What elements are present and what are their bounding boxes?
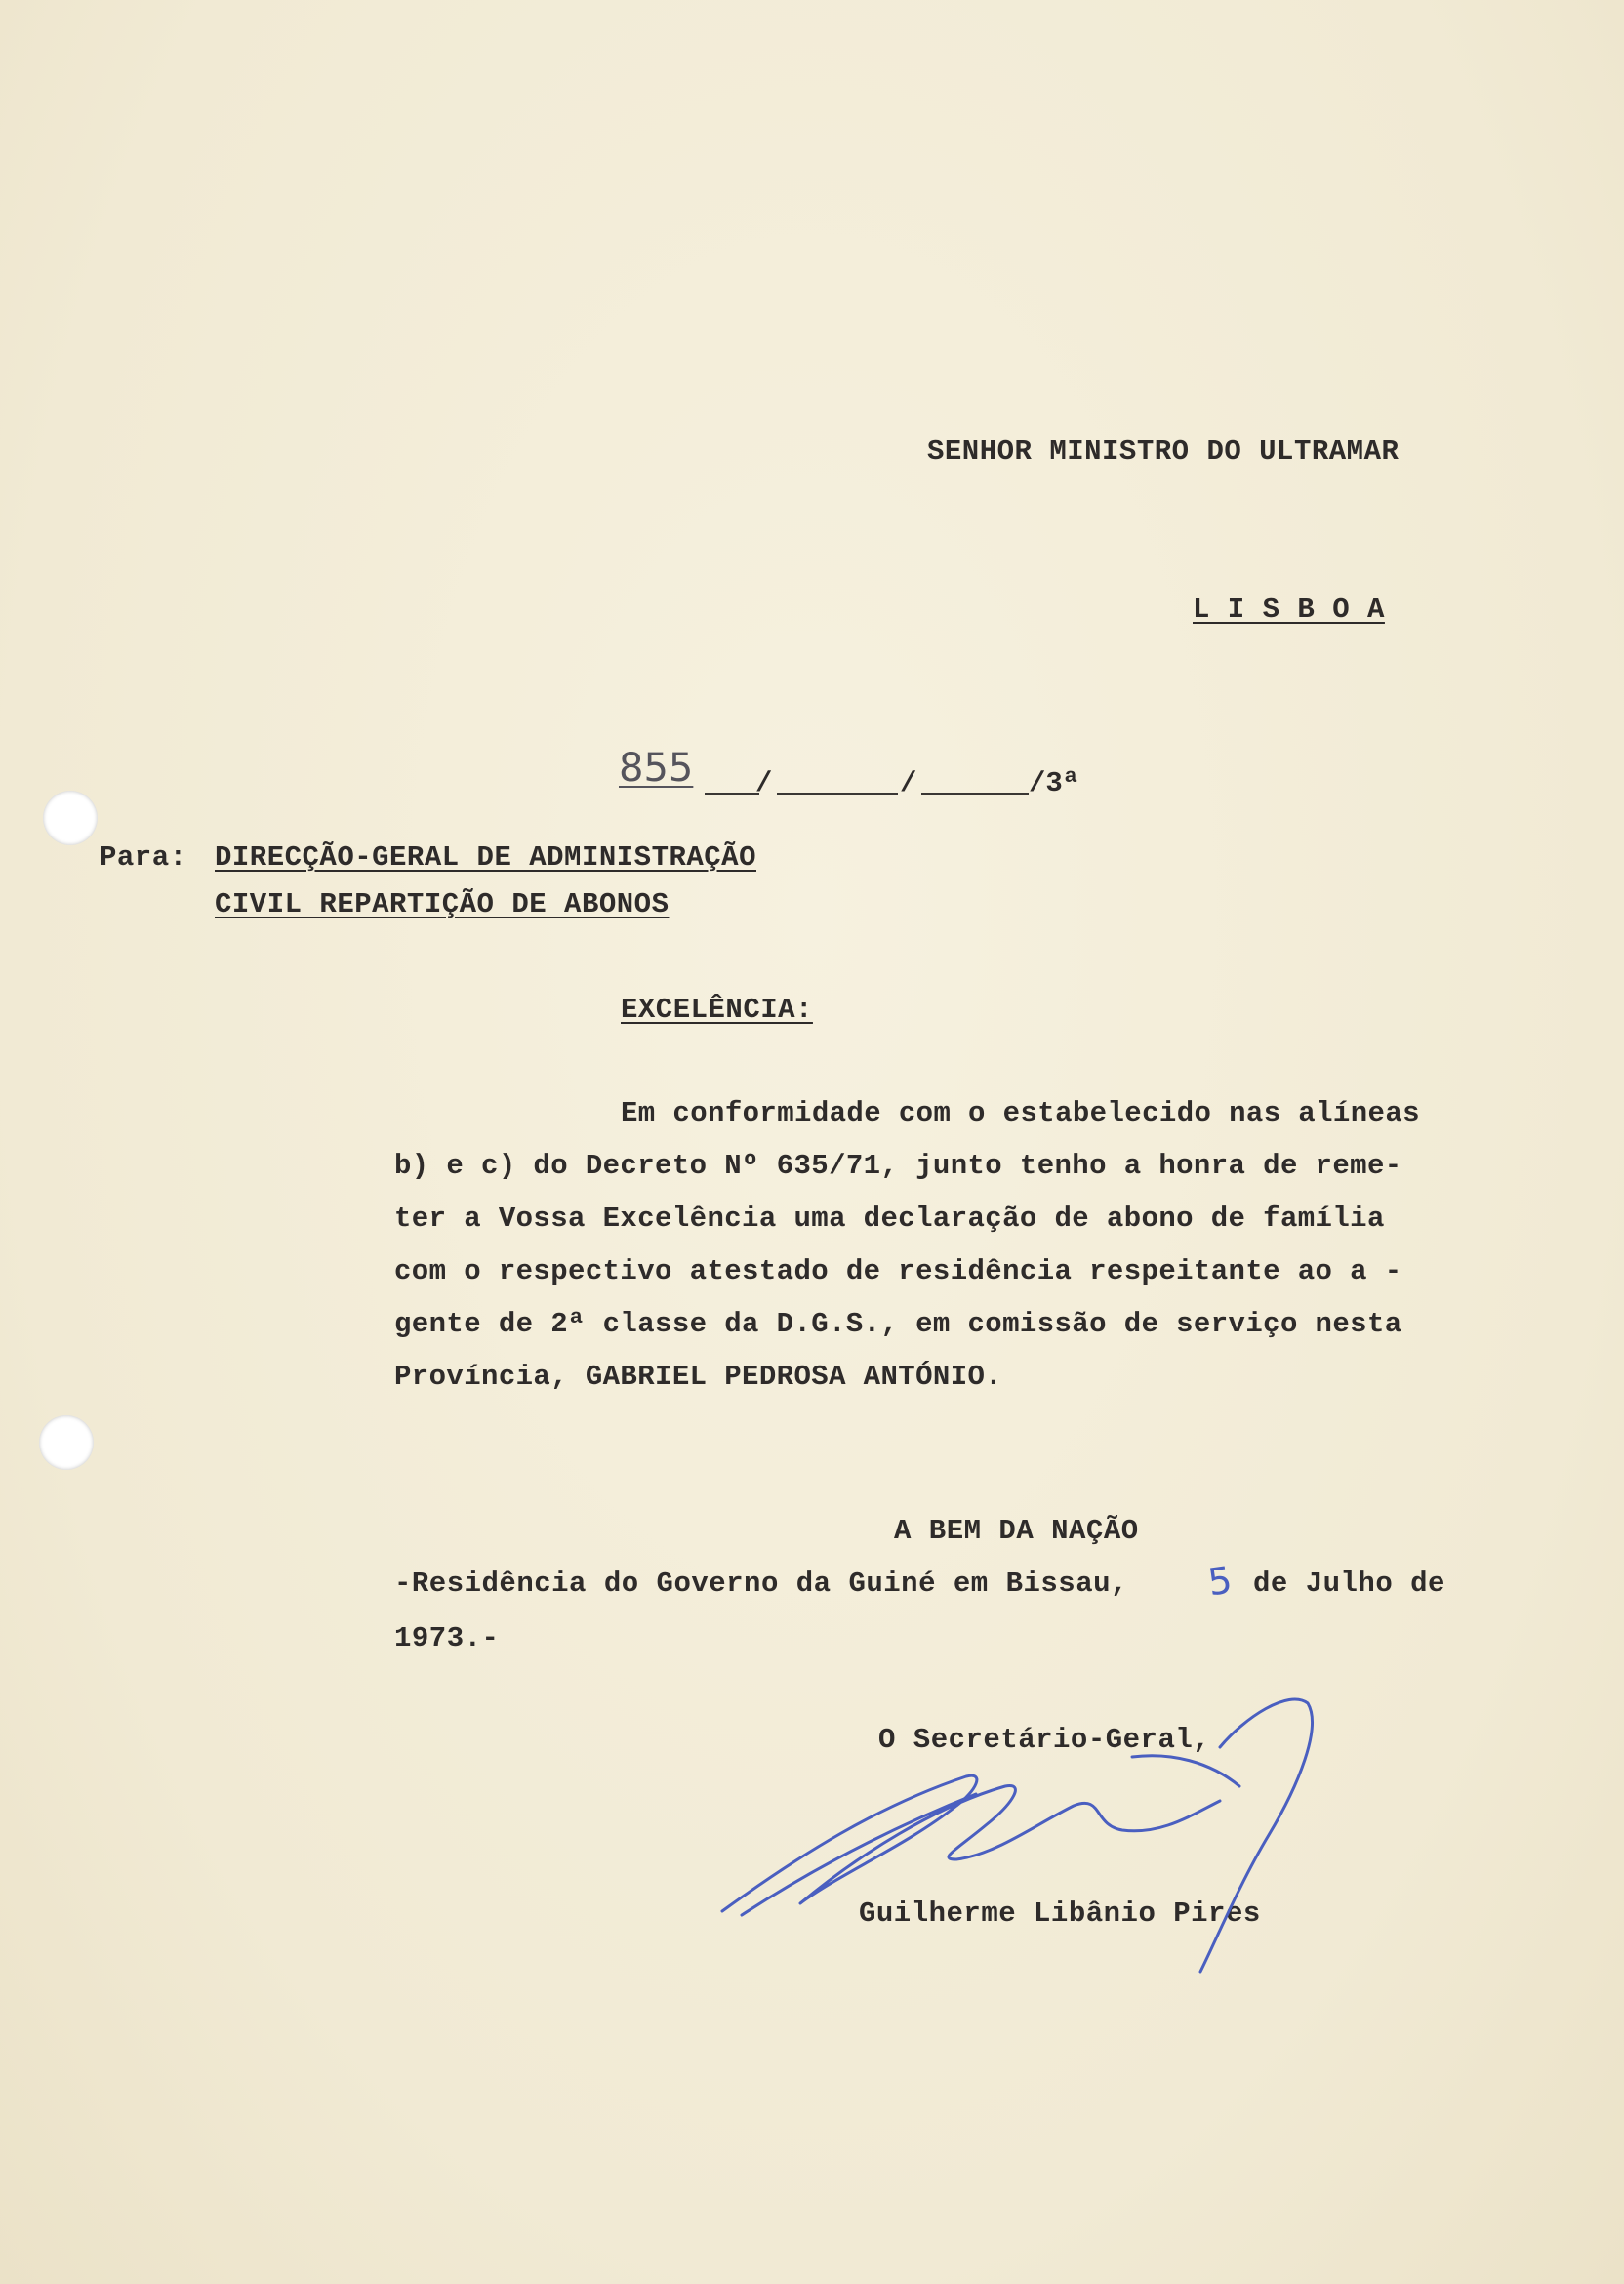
addressee-city: L I S B O A <box>1193 593 1385 626</box>
body-line: gente de 2ª classe da D.G.S., em comissão de serviço nesta <box>394 1308 1402 1340</box>
salutation: EXCELÊNCIA: <box>621 994 813 1026</box>
reference-suffix: /3ª <box>1029 767 1080 799</box>
body-line: com o respectivo atestado de residência respeitante ao a - <box>394 1255 1402 1287</box>
body-line: ter a Vossa Excelência uma declaração de abono de família <box>394 1203 1385 1235</box>
closing-place: -Residência do Governo da Guiné em Bissau, <box>394 1568 1128 1600</box>
recipient-line-2: CIVIL REPARTIÇÃO DE ABONOS <box>215 888 670 920</box>
body-line: b) e c) do Decreto Nº 635/71, junto tenho a honra de reme- <box>394 1150 1402 1182</box>
closing-motto: A BEM DA NAÇÃO <box>894 1515 1139 1547</box>
reference-slash: / <box>900 767 917 799</box>
closing-day-handwritten: 5 <box>1205 1558 1236 1605</box>
recipient-line-1: DIRECÇÃO-GERAL DE ADMINISTRAÇÃO <box>215 841 756 874</box>
signatory-role: O Secretário-Geral, <box>878 1724 1211 1756</box>
reference-slash: / <box>755 767 773 799</box>
body-line: Em conformidade com o estabelecido nas alíneas <box>621 1097 1420 1129</box>
closing-date-rest: de Julho de <box>1253 1568 1445 1600</box>
recipient-label: Para: <box>100 841 187 874</box>
signatory-name: Guilherme Libânio Pires <box>859 1897 1261 1930</box>
closing-year: 1973.- <box>394 1622 500 1654</box>
reference-number: 855 <box>619 746 694 791</box>
body-line: Província, GABRIEL PEDROSA ANTÓNIO. <box>394 1361 1003 1393</box>
addressee-title: SENHOR MINISTRO DO ULTRAMAR <box>927 435 1400 468</box>
